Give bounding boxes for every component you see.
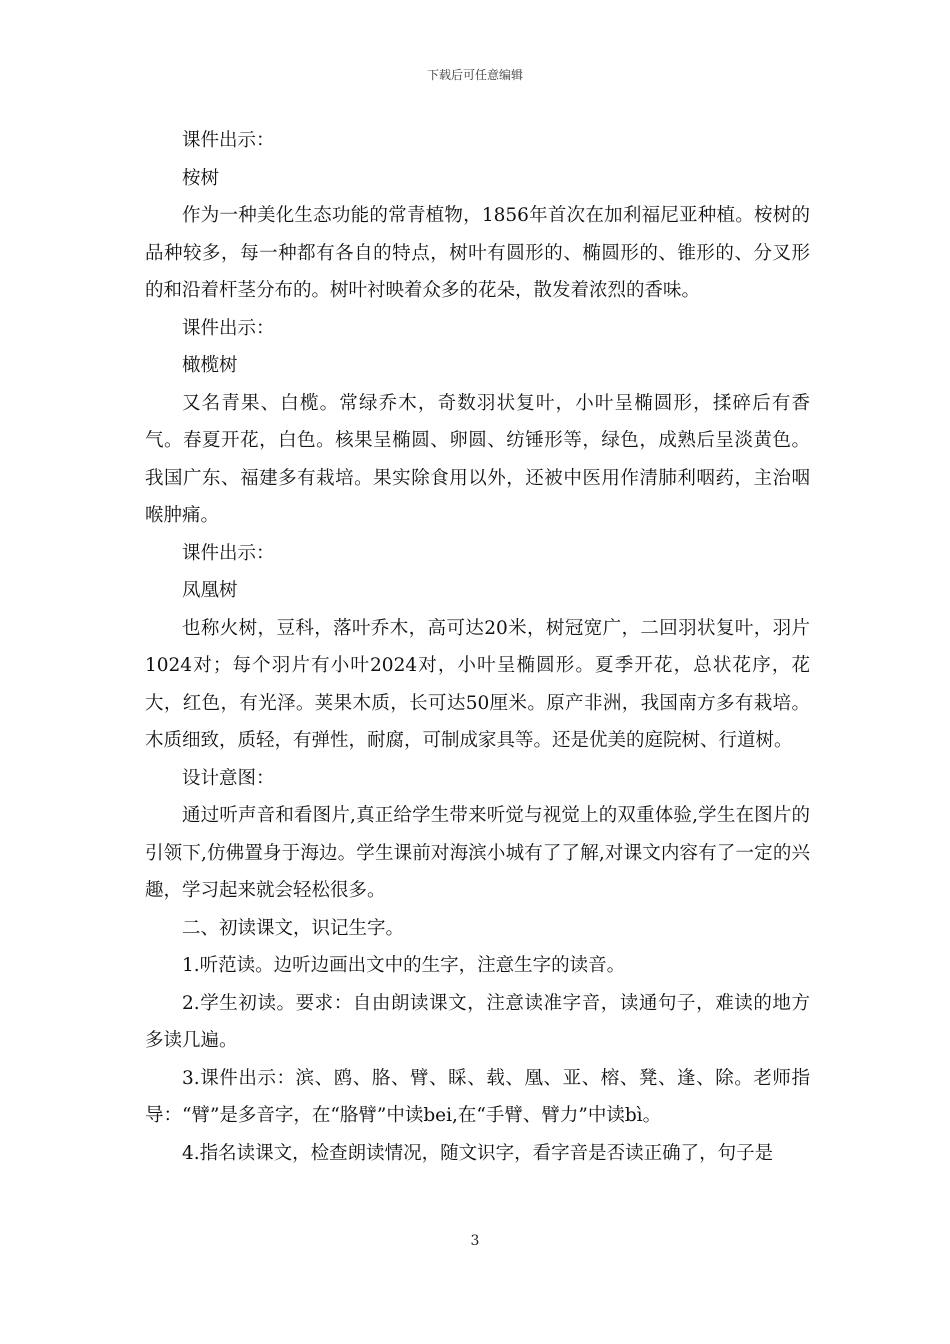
paragraph: 桉树 <box>182 167 220 189</box>
page-number: 3 <box>470 1233 480 1249</box>
paragraph: 作为一种美化生态功能的常青植物，1856年首次在加利福尼亚种植。桉树的品种较多，每一种都有各自的特点，树叶有圆形的、椭圆形的、锥形的、分叉形的和沿着杆茎分布的。树叶衬映着众多的花朵，散发着浓烈的香味。 <box>145 205 810 301</box>
paragraph: 通过听声音和看图片,真正给学生带来听觉与视觉上的双重体验,学生在图片的引领下,仿佛置身于海边。学生课前对海滨小城有了了解,对课文内容有了一定的兴趣，学习起来就会轻松很多。 <box>145 805 810 901</box>
paragraph: 课件出示： <box>182 317 275 339</box>
paragraph: 二、初读课文，识记生字。 <box>182 917 405 939</box>
paragraph: 3.课件出示：滨、鸥、胳、臂、睬、载、凰、亚、榕、凳、逢、除。老师指导：“臂”是多音字，在“胳臂”中读bei,在“手臂、臂力”中读bì。 <box>145 1067 810 1126</box>
paragraph: 1.听范读。边听边画出文中的生字，注意生字的读音。 <box>182 955 626 976</box>
paragraph: 也称火树，豆科，落叶乔木，高可达20米，树冠宽广，二回羽状复叶，羽片1024对；每个羽片有小叶2024对，小叶呈椭圆形。夏季开花，总状花序，花大，红色，有光泽。荚果木质，长可达50厘米。原产非洲，我国南方多有栽培。木质细致，质轻，有弹性，耐腐，可制成家具等。还是优美的庭院树、行道树。 <box>145 617 810 751</box>
paragraph: 又名青果、白榄。常绿乔木，奇数羽状复叶，小叶呈椭圆形，揉碎后有香气。春夏开花，白色。核果呈椭圆、卵圆、纺锤形等，绿色，成熟后呈淡黄色。我国广东、福建多有栽培。果实除食用以外，还被中医用作清肺利咽药，主治咽喉肿痛。 <box>145 392 810 526</box>
paragraph: 设计意图： <box>182 767 275 789</box>
paragraph: 2.学生初读。要求：自由朗读课文，注意读准字音，读通句子，难读的地方多读几遍。 <box>145 992 810 1051</box>
body-text <box>145 122 810 1172</box>
paragraph: 4.指名读课文，检查朗读情况，随文识字，看字音是否读正确了，句子是 <box>182 1142 774 1164</box>
paragraph: 课件出示： <box>182 130 275 151</box>
paragraph: 课件出示： <box>182 542 275 564</box>
page-header: 下载后可任意编辑 <box>426 68 523 82</box>
paragraph: 橄榄树 <box>182 355 238 376</box>
paragraph: 凤凰树 <box>182 580 238 601</box>
